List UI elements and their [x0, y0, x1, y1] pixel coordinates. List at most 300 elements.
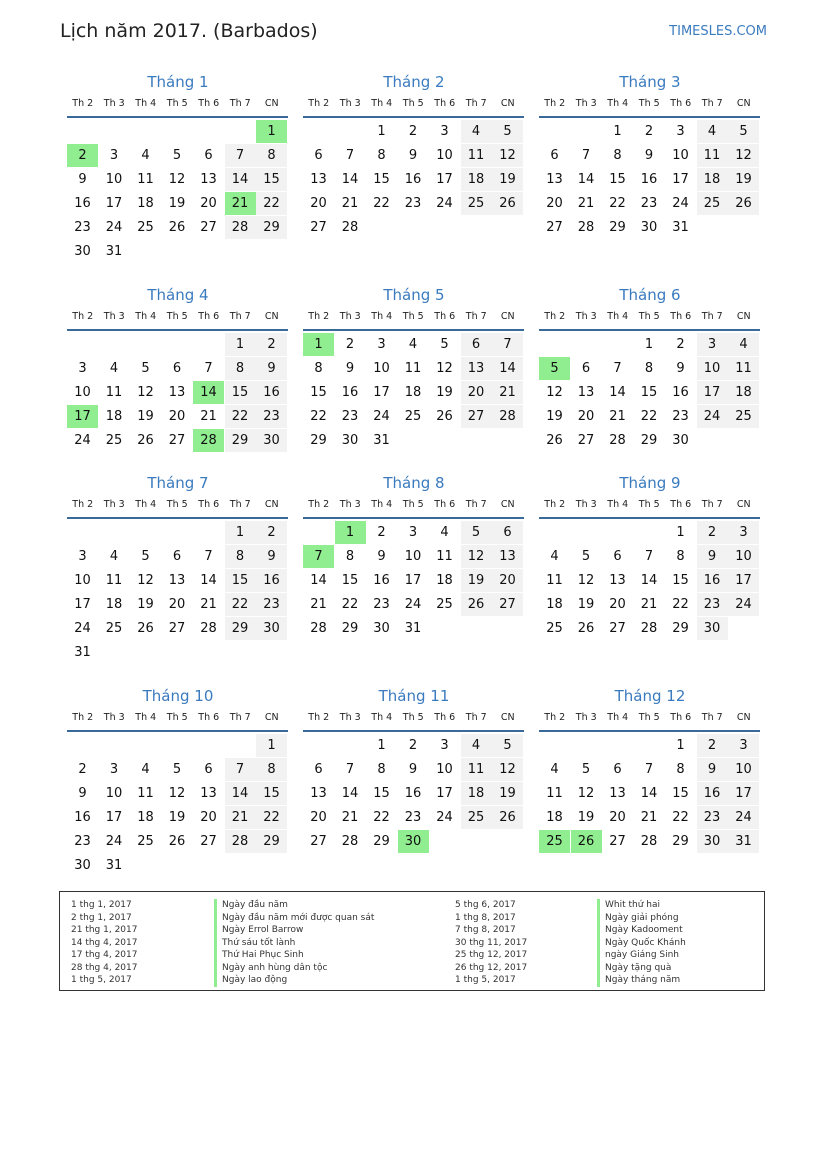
day-cell[interactable]: 24 — [74, 621, 91, 636]
day-cell[interactable]: 8 — [613, 148, 622, 163]
day-cell[interactable]: 2 — [697, 734, 728, 757]
day-cell[interactable]: 1 — [613, 124, 622, 139]
day-cell[interactable]: 19 — [577, 810, 595, 825]
day-cell[interactable]: 25 — [105, 621, 123, 636]
day-cell[interactable]: 10 — [436, 762, 453, 777]
day-cell[interactable]: 11 — [404, 361, 422, 376]
day-cell[interactable]: 5 — [581, 549, 591, 564]
day-cell[interactable]: 27 — [546, 220, 563, 235]
holiday-day-cell[interactable]: 30 — [398, 830, 429, 853]
day-cell[interactable]: 23 — [697, 593, 728, 616]
holiday-day-cell[interactable]: 26 — [571, 830, 602, 853]
day-cell[interactable]: 9 — [408, 762, 418, 777]
day-cell[interactable]: 1 — [676, 738, 685, 753]
day-cell[interactable]: 29 — [225, 429, 256, 452]
day-cell[interactable]: 20 — [461, 381, 492, 404]
day-cell[interactable]: 11 — [105, 385, 123, 400]
day-cell[interactable]: 24 — [105, 220, 123, 235]
day-cell[interactable]: 30 — [256, 617, 287, 640]
day-cell[interactable]: 21 — [492, 381, 523, 404]
day-cell[interactable]: 6 — [314, 148, 323, 163]
day-cell[interactable]: 16 — [697, 569, 728, 592]
day-cell[interactable]: 29 — [672, 621, 689, 636]
day-cell[interactable]: 20 — [609, 597, 626, 612]
day-cell[interactable]: 10 — [74, 385, 91, 400]
day-cell[interactable]: 26 — [728, 192, 759, 215]
day-cell[interactable]: 20 — [577, 409, 595, 424]
day-cell[interactable]: 19 — [546, 409, 563, 424]
day-cell[interactable]: 26 — [137, 433, 154, 448]
day-cell[interactable]: 17 — [672, 172, 689, 187]
day-cell[interactable]: 6 — [613, 762, 622, 777]
day-cell[interactable]: 18 — [546, 597, 563, 612]
day-cell[interactable]: 25 — [105, 433, 123, 448]
day-cell[interactable]: 24 — [373, 409, 390, 424]
day-cell[interactable]: 23 — [404, 196, 422, 211]
day-cell[interactable]: 4 — [440, 525, 449, 540]
day-cell[interactable]: 28 — [225, 216, 256, 239]
day-cell[interactable]: 26 — [461, 593, 492, 616]
day-cell[interactable]: 9 — [78, 786, 87, 801]
day-cell[interactable]: 11 — [697, 144, 728, 167]
day-cell[interactable]: 11 — [137, 172, 154, 187]
day-cell[interactable]: 13 — [310, 172, 327, 187]
day-cell[interactable]: 23 — [341, 409, 359, 424]
day-cell[interactable]: 20 — [168, 597, 186, 612]
day-cell[interactable]: 25 — [137, 220, 154, 235]
day-cell[interactable]: 11 — [105, 573, 123, 588]
day-cell[interactable]: 21 — [341, 196, 359, 211]
day-cell[interactable]: 26 — [137, 621, 154, 636]
day-cell[interactable]: 7 — [345, 762, 355, 777]
day-cell[interactable]: 15 — [310, 385, 327, 400]
day-cell[interactable]: 22 — [373, 196, 390, 211]
day-cell[interactable]: 12 — [168, 786, 186, 801]
day-cell[interactable]: 15 — [225, 381, 256, 404]
day-cell[interactable]: 17 — [74, 597, 91, 612]
day-cell[interactable]: 7 — [644, 549, 654, 564]
day-cell[interactable]: 6 — [461, 333, 492, 356]
day-cell[interactable]: 6 — [492, 521, 523, 544]
day-cell[interactable]: 1 — [377, 738, 386, 753]
day-cell[interactable]: 7 — [204, 361, 213, 376]
day-cell[interactable]: 3 — [109, 148, 119, 163]
day-cell[interactable]: 2 — [256, 333, 287, 356]
day-cell[interactable]: 15 — [256, 782, 287, 805]
day-cell[interactable]: 17 — [436, 172, 453, 187]
day-cell[interactable]: 5 — [492, 734, 523, 757]
day-cell[interactable]: 20 — [492, 569, 523, 592]
day-cell[interactable]: 28 — [310, 621, 327, 636]
day-cell[interactable]: 10 — [404, 549, 422, 564]
day-cell[interactable]: 30 — [341, 433, 359, 448]
day-cell[interactable]: 2 — [697, 521, 728, 544]
day-cell[interactable]: 10 — [728, 758, 759, 781]
day-cell[interactable]: 5 — [141, 549, 150, 564]
day-cell[interactable]: 21 — [341, 810, 359, 825]
day-cell[interactable]: 4 — [461, 120, 492, 143]
day-cell[interactable]: 12 — [577, 573, 595, 588]
day-cell[interactable]: 6 — [172, 549, 182, 564]
day-cell[interactable]: 1 — [225, 521, 256, 544]
day-cell[interactable]: 14 — [492, 357, 523, 380]
day-cell[interactable]: 27 — [310, 834, 327, 849]
day-cell[interactable]: 26 — [492, 806, 523, 829]
day-cell[interactable]: 16 — [256, 381, 287, 404]
day-cell[interactable]: 29 — [256, 216, 287, 239]
day-cell[interactable]: 30 — [373, 621, 390, 636]
day-cell[interactable]: 29 — [256, 830, 287, 853]
day-cell[interactable]: 14 — [341, 786, 359, 801]
day-cell[interactable]: 14 — [577, 172, 595, 187]
day-cell[interactable]: 7 — [644, 762, 654, 777]
day-cell[interactable]: 13 — [492, 545, 523, 568]
day-cell[interactable]: 5 — [461, 521, 492, 544]
day-cell[interactable]: 29 — [672, 834, 689, 849]
day-cell[interactable]: 14 — [225, 168, 256, 191]
day-cell[interactable]: 12 — [492, 144, 523, 167]
day-cell[interactable]: 3 — [78, 549, 87, 564]
day-cell[interactable]: 25 — [697, 192, 728, 215]
day-cell[interactable]: 2 — [78, 762, 87, 777]
day-cell[interactable]: 3 — [408, 525, 418, 540]
day-cell[interactable]: 21 — [310, 597, 327, 612]
day-cell[interactable]: 31 — [672, 220, 689, 235]
day-cell[interactable]: 10 — [697, 357, 728, 380]
day-cell[interactable]: 28 — [341, 220, 359, 235]
day-cell[interactable]: 4 — [109, 549, 119, 564]
day-cell[interactable]: 9 — [345, 361, 355, 376]
day-cell[interactable]: 5 — [440, 337, 449, 352]
day-cell[interactable]: 18 — [461, 168, 492, 191]
day-cell[interactable]: 14 — [341, 172, 359, 187]
day-cell[interactable]: 26 — [436, 409, 453, 424]
day-cell[interactable]: 27 — [310, 220, 327, 235]
day-cell[interactable]: 25 — [137, 834, 154, 849]
day-cell[interactable]: 5 — [492, 120, 523, 143]
day-cell[interactable]: 2 — [408, 738, 418, 753]
day-cell[interactable]: 5 — [172, 762, 182, 777]
day-cell[interactable]: 29 — [310, 433, 327, 448]
day-cell[interactable]: 22 — [373, 810, 390, 825]
day-cell[interactable]: 8 — [377, 148, 386, 163]
day-cell[interactable]: 22 — [672, 597, 689, 612]
day-cell[interactable]: 30 — [697, 830, 728, 853]
day-cell[interactable]: 17 — [697, 381, 728, 404]
day-cell[interactable]: 3 — [440, 124, 449, 139]
day-cell[interactable]: 3 — [109, 762, 119, 777]
day-cell[interactable]: 10 — [74, 573, 91, 588]
day-cell[interactable]: 27 — [577, 433, 595, 448]
day-cell[interactable]: 11 — [546, 573, 563, 588]
day-cell[interactable]: 28 — [492, 405, 523, 428]
day-cell[interactable]: 7 — [345, 148, 355, 163]
day-cell[interactable]: 3 — [78, 361, 87, 376]
day-cell[interactable]: 21 — [200, 597, 217, 612]
day-cell[interactable]: 10 — [672, 148, 689, 163]
day-cell[interactable]: 6 — [172, 361, 182, 376]
day-cell[interactable]: 20 — [200, 810, 217, 825]
day-cell[interactable]: 6 — [613, 549, 622, 564]
day-cell[interactable]: 22 — [672, 810, 689, 825]
holiday-day-cell[interactable]: 25 — [539, 830, 570, 853]
day-cell[interactable]: 24 — [672, 196, 689, 211]
day-cell[interactable]: 6 — [204, 148, 213, 163]
holiday-day-cell[interactable]: 1 — [303, 333, 334, 356]
day-cell[interactable]: 14 — [310, 573, 327, 588]
day-cell[interactable]: 10 — [728, 545, 759, 568]
day-cell[interactable]: 17 — [728, 569, 759, 592]
day-cell[interactable]: 10 — [436, 148, 453, 163]
day-cell[interactable]: 14 — [225, 782, 256, 805]
day-cell[interactable]: 4 — [728, 333, 759, 356]
day-cell[interactable]: 26 — [492, 192, 523, 215]
day-cell[interactable]: 22 — [609, 196, 626, 211]
day-cell[interactable]: 14 — [609, 385, 626, 400]
day-cell[interactable]: 24 — [105, 834, 123, 849]
day-cell[interactable]: 16 — [74, 196, 91, 211]
day-cell[interactable]: 31 — [74, 645, 91, 660]
day-cell[interactable]: 18 — [137, 196, 154, 211]
day-cell[interactable]: 2 — [256, 521, 287, 544]
day-cell[interactable]: 20 — [168, 409, 186, 424]
day-cell[interactable]: 9 — [78, 172, 87, 187]
holiday-day-cell[interactable]: 28 — [193, 429, 224, 452]
day-cell[interactable]: 13 — [168, 573, 186, 588]
day-cell[interactable]: 21 — [577, 196, 595, 211]
day-cell[interactable]: 28 — [640, 834, 658, 849]
day-cell[interactable]: 27 — [609, 834, 626, 849]
day-cell[interactable]: 13 — [609, 573, 626, 588]
day-cell[interactable]: 13 — [546, 172, 563, 187]
day-cell[interactable]: 19 — [168, 196, 186, 211]
day-cell[interactable]: 18 — [728, 381, 759, 404]
day-cell[interactable]: 18 — [697, 168, 728, 191]
day-cell[interactable]: 4 — [141, 762, 150, 777]
day-cell[interactable]: 7 — [204, 549, 213, 564]
day-cell[interactable]: 15 — [373, 172, 390, 187]
day-cell[interactable]: 5 — [141, 361, 150, 376]
day-cell[interactable]: 19 — [436, 385, 453, 400]
day-cell[interactable]: 10 — [373, 361, 390, 376]
day-cell[interactable]: 18 — [436, 573, 453, 588]
day-cell[interactable]: 19 — [137, 409, 154, 424]
day-cell[interactable]: 12 — [728, 144, 759, 167]
day-cell[interactable]: 4 — [461, 734, 492, 757]
day-cell[interactable]: 23 — [697, 806, 728, 829]
day-cell[interactable]: 31 — [105, 244, 123, 259]
day-cell[interactable]: 18 — [461, 782, 492, 805]
day-cell[interactable]: 24 — [74, 433, 91, 448]
day-cell[interactable]: 7 — [225, 758, 256, 781]
day-cell[interactable]: 19 — [492, 168, 523, 191]
holiday-day-cell[interactable]: 1 — [256, 120, 287, 143]
day-cell[interactable]: 27 — [168, 433, 186, 448]
day-cell[interactable]: 16 — [256, 569, 287, 592]
day-cell[interactable]: 9 — [676, 361, 685, 376]
day-cell[interactable]: 6 — [204, 762, 213, 777]
day-cell[interactable]: 2 — [408, 124, 418, 139]
day-cell[interactable]: 21 — [200, 409, 217, 424]
day-cell[interactable]: 13 — [200, 172, 217, 187]
holiday-day-cell[interactable]: 17 — [67, 405, 98, 428]
day-cell[interactable]: 21 — [640, 597, 658, 612]
day-cell[interactable]: 18 — [404, 385, 422, 400]
day-cell[interactable]: 31 — [728, 830, 759, 853]
day-cell[interactable]: 18 — [105, 597, 123, 612]
day-cell[interactable]: 12 — [137, 573, 154, 588]
day-cell[interactable]: 9 — [377, 549, 386, 564]
day-cell[interactable]: 8 — [377, 762, 386, 777]
day-cell[interactable]: 13 — [577, 385, 595, 400]
day-cell[interactable]: 27 — [200, 220, 217, 235]
day-cell[interactable]: 17 — [373, 385, 390, 400]
day-cell[interactable]: 4 — [697, 120, 728, 143]
day-cell[interactable]: 31 — [404, 621, 422, 636]
day-cell[interactable]: 8 — [314, 361, 323, 376]
day-cell[interactable]: 1 — [377, 124, 386, 139]
day-cell[interactable]: 8 — [676, 549, 685, 564]
day-cell[interactable]: 13 — [168, 385, 186, 400]
day-cell[interactable]: 14 — [640, 573, 658, 588]
holiday-day-cell[interactable]: 21 — [225, 192, 256, 215]
day-cell[interactable]: 22 — [225, 405, 256, 428]
day-cell[interactable]: 24 — [436, 810, 453, 825]
holiday-day-cell[interactable]: 1 — [335, 521, 366, 544]
day-cell[interactable]: 15 — [341, 573, 359, 588]
day-cell[interactable]: 21 — [225, 806, 256, 829]
day-cell[interactable]: 12 — [546, 385, 563, 400]
day-cell[interactable]: 13 — [200, 786, 217, 801]
day-cell[interactable]: 18 — [105, 409, 123, 424]
day-cell[interactable]: 16 — [697, 782, 728, 805]
day-cell[interactable]: 22 — [640, 409, 658, 424]
day-cell[interactable]: 3 — [676, 124, 685, 139]
holiday-day-cell[interactable]: 14 — [193, 381, 224, 404]
day-cell[interactable]: 20 — [310, 810, 327, 825]
day-cell[interactable]: 19 — [137, 597, 154, 612]
day-cell[interactable]: 15 — [640, 385, 658, 400]
site-link[interactable]: TIMESLES.COM — [669, 24, 767, 39]
day-cell[interactable]: 25 — [546, 621, 563, 636]
day-cell[interactable]: 5 — [728, 120, 759, 143]
day-cell[interactable]: 11 — [728, 357, 759, 380]
day-cell[interactable]: 28 — [341, 834, 359, 849]
day-cell[interactable]: 3 — [377, 337, 386, 352]
day-cell[interactable]: 9 — [256, 357, 287, 380]
day-cell[interactable]: 14 — [640, 786, 658, 801]
day-cell[interactable]: 27 — [168, 621, 186, 636]
day-cell[interactable]: 19 — [577, 597, 595, 612]
day-cell[interactable]: 20 — [609, 810, 626, 825]
day-cell[interactable]: 9 — [408, 148, 418, 163]
day-cell[interactable]: 20 — [200, 196, 217, 211]
day-cell[interactable]: 13 — [461, 357, 492, 380]
day-cell[interactable]: 4 — [109, 361, 119, 376]
day-cell[interactable]: 19 — [168, 810, 186, 825]
day-cell[interactable]: 24 — [404, 597, 422, 612]
day-cell[interactable]: 9 — [697, 545, 728, 568]
day-cell[interactable]: 29 — [373, 834, 390, 849]
day-cell[interactable]: 28 — [609, 433, 626, 448]
day-cell[interactable]: 23 — [256, 405, 287, 428]
day-cell[interactable]: 4 — [408, 337, 418, 352]
day-cell[interactable]: 3 — [728, 734, 759, 757]
day-cell[interactable]: 22 — [256, 806, 287, 829]
day-cell[interactable]: 16 — [341, 385, 359, 400]
day-cell[interactable]: 6 — [314, 762, 323, 777]
day-cell[interactable]: 7 — [581, 148, 591, 163]
day-cell[interactable]: 25 — [728, 405, 759, 428]
day-cell[interactable]: 17 — [105, 196, 123, 211]
day-cell[interactable]: 17 — [436, 786, 453, 801]
day-cell[interactable]: 19 — [728, 168, 759, 191]
day-cell[interactable]: 27 — [461, 405, 492, 428]
day-cell[interactable]: 8 — [225, 357, 256, 380]
day-cell[interactable]: 13 — [609, 786, 626, 801]
holiday-day-cell[interactable]: 7 — [303, 545, 334, 568]
day-cell[interactable]: 15 — [373, 786, 390, 801]
day-cell[interactable]: 19 — [461, 569, 492, 592]
day-cell[interactable]: 6 — [550, 148, 559, 163]
day-cell[interactable]: 13 — [310, 786, 327, 801]
day-cell[interactable]: 23 — [373, 597, 390, 612]
day-cell[interactable]: 25 — [461, 192, 492, 215]
day-cell[interactable]: 28 — [577, 220, 595, 235]
day-cell[interactable]: 30 — [74, 858, 91, 873]
day-cell[interactable]: 21 — [609, 409, 626, 424]
day-cell[interactable]: 24 — [436, 196, 453, 211]
day-cell[interactable]: 24 — [697, 405, 728, 428]
day-cell[interactable]: 12 — [577, 786, 595, 801]
day-cell[interactable]: 8 — [644, 361, 654, 376]
day-cell[interactable]: 31 — [373, 433, 390, 448]
day-cell[interactable]: 20 — [310, 196, 327, 211]
day-cell[interactable]: 23 — [640, 196, 658, 211]
day-cell[interactable]: 30 — [640, 220, 658, 235]
day-cell[interactable]: 23 — [404, 810, 422, 825]
day-cell[interactable]: 28 — [225, 830, 256, 853]
day-cell[interactable]: 16 — [74, 810, 91, 825]
day-cell[interactable]: 16 — [373, 573, 390, 588]
day-cell[interactable]: 18 — [137, 810, 154, 825]
day-cell[interactable]: 22 — [225, 593, 256, 616]
day-cell[interactable]: 25 — [436, 597, 453, 612]
day-cell[interactable]: 11 — [461, 758, 492, 781]
day-cell[interactable]: 17 — [404, 573, 422, 588]
holiday-day-cell[interactable]: 5 — [539, 357, 570, 380]
day-cell[interactable]: 27 — [200, 834, 217, 849]
day-cell[interactable]: 1 — [256, 734, 287, 757]
day-cell[interactable]: 7 — [492, 333, 523, 356]
day-cell[interactable]: 2 — [377, 525, 386, 540]
day-cell[interactable]: 30 — [697, 617, 728, 640]
day-cell[interactable]: 3 — [440, 738, 449, 753]
day-cell[interactable]: 4 — [550, 549, 559, 564]
day-cell[interactable]: 15 — [672, 573, 689, 588]
day-cell[interactable]: 12 — [492, 758, 523, 781]
day-cell[interactable]: 8 — [225, 545, 256, 568]
day-cell[interactable]: 1 — [225, 333, 256, 356]
day-cell[interactable]: 8 — [256, 758, 287, 781]
day-cell[interactable]: 23 — [256, 593, 287, 616]
day-cell[interactable]: 11 — [137, 786, 154, 801]
day-cell[interactable]: 2 — [676, 337, 685, 352]
day-cell[interactable]: 8 — [256, 144, 287, 167]
day-cell[interactable]: 26 — [546, 433, 563, 448]
day-cell[interactable]: 2 — [644, 124, 654, 139]
day-cell[interactable]: 12 — [461, 545, 492, 568]
